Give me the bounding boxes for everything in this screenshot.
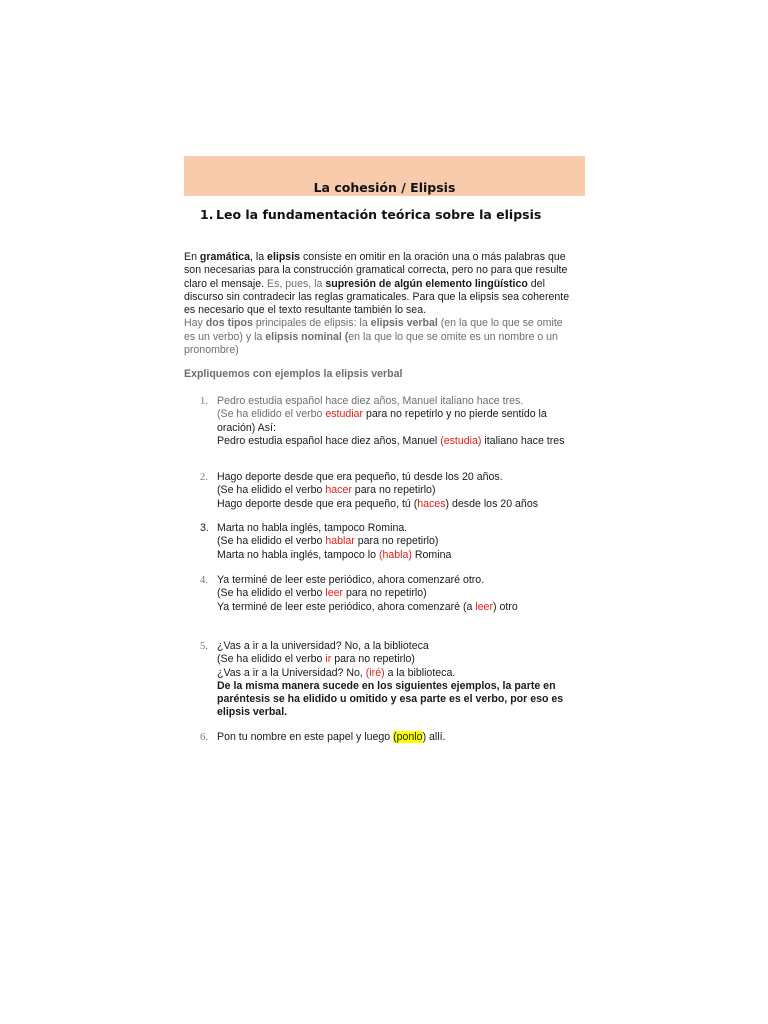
- example-sentence: Marta no habla inglés, tampoco Romina.: [217, 522, 408, 534]
- section-heading: [200, 207, 541, 222]
- heading-text: Leo la fundamentación teórica sobre la elipsis: [216, 207, 542, 222]
- title-banner: [184, 156, 585, 196]
- example-explanation: (Se ha elidido el verbo hacer para no repetirlo): [217, 484, 436, 497]
- item-number: 1.: [200, 396, 208, 407]
- intro-line-3: claro el mensaje. Es, pues, la supresión de algún elemento lingüístico del: [184, 277, 545, 290]
- intro-line-8: pronombre): [184, 344, 239, 357]
- example-sentence: Pon tu nombre en este papel y luego (ponlo) allí.: [217, 731, 446, 743]
- example-sentence: Ya terminé de leer este periódico, ahora comenzaré otro.: [217, 574, 485, 586]
- item-number: 3.: [200, 522, 209, 534]
- example-resolved: Pedro estudia español hace diez años, Manuel (estudia) italiano hace tres: [217, 434, 565, 447]
- intro-line-5: es necesario que el texto resultante también lo sea.: [184, 304, 427, 317]
- example-explanation: (Se ha elidido el verbo leer para no repetirlo): [217, 587, 427, 600]
- note-line-2: paréntesis se ha elidido u omitido y esa parte es el verbo, por eso es: [217, 693, 564, 706]
- example-resolved: ¿Vas a ir a la Universidad? No, (iré) a la biblioteca.: [217, 666, 456, 679]
- example-resolved: Marta no habla inglés, tampoco lo (habla) Romina: [217, 548, 452, 561]
- intro-line-4: discurso sin contradecir las reglas gramaticales. Para que la elipsis sea coherente: [184, 290, 570, 303]
- intro-line-6: Hay dos tipos principales de elipsis: la elipsis verbal (en la que lo que se omite: [184, 317, 563, 330]
- example-explanation-cont: oración) Así:: [217, 421, 276, 434]
- document-title: La cohesión / Elipsis: [313, 180, 456, 195]
- intro-line-7: es un verbo) y la elipsis nominal (en la que lo que se omite es un nombre o un: [184, 330, 558, 343]
- list-item: [200, 574, 518, 614]
- examples-subheading: Expliquemos con ejemplos la elipsis verbal: [184, 368, 403, 380]
- item-number: 2.: [200, 472, 208, 483]
- intro-paragraph: [184, 251, 585, 357]
- note-line-3: elipsis verbal.: [217, 706, 288, 719]
- example-resolved: Ya terminé de leer este periódico, ahora comenzaré (a leer) otro: [217, 600, 518, 613]
- heading-number: 1.: [200, 207, 214, 222]
- list-item: [200, 471, 538, 511]
- list-item: [200, 395, 564, 448]
- note-line-1: De la misma manera sucede en los siguientes ejemplos, la parte en: [217, 679, 556, 692]
- example-sentence: ¿Vas a ir a la universidad? No, a la biblioteca: [217, 640, 429, 652]
- list-item: [200, 640, 563, 720]
- example-sentence: Hago deporte desde que era pequeño, tú desde los 20 años.: [217, 471, 503, 483]
- item-number: 4.: [200, 575, 208, 586]
- list-item: [200, 522, 451, 562]
- example-explanation: (Se ha elidido el verbo hablar para no repetirlo): [217, 535, 439, 548]
- example-sentence: Pedro estudia español hace diez años, Manuel italiano hace tres.: [217, 395, 524, 407]
- intro-line-2: son necesarias para la construcción gramatical correcta, pero no para que resulte: [184, 264, 568, 277]
- item-number: 6.: [200, 732, 208, 743]
- list-item: [200, 731, 446, 744]
- item-number: 5.: [200, 641, 208, 652]
- example-resolved: Hago deporte desde que era pequeño, tú (haces) desde los 20 años: [217, 497, 539, 510]
- example-explanation: (Se ha elidido el verbo estudiar para no repetirlo y no pierde sentido la: [217, 408, 547, 421]
- intro-line-1: En gramática, la elipsis consiste en omitir en la oración una o más palabras que: [184, 251, 566, 263]
- example-explanation: (Se ha elidido el verbo ir para no repetirlo): [217, 653, 415, 666]
